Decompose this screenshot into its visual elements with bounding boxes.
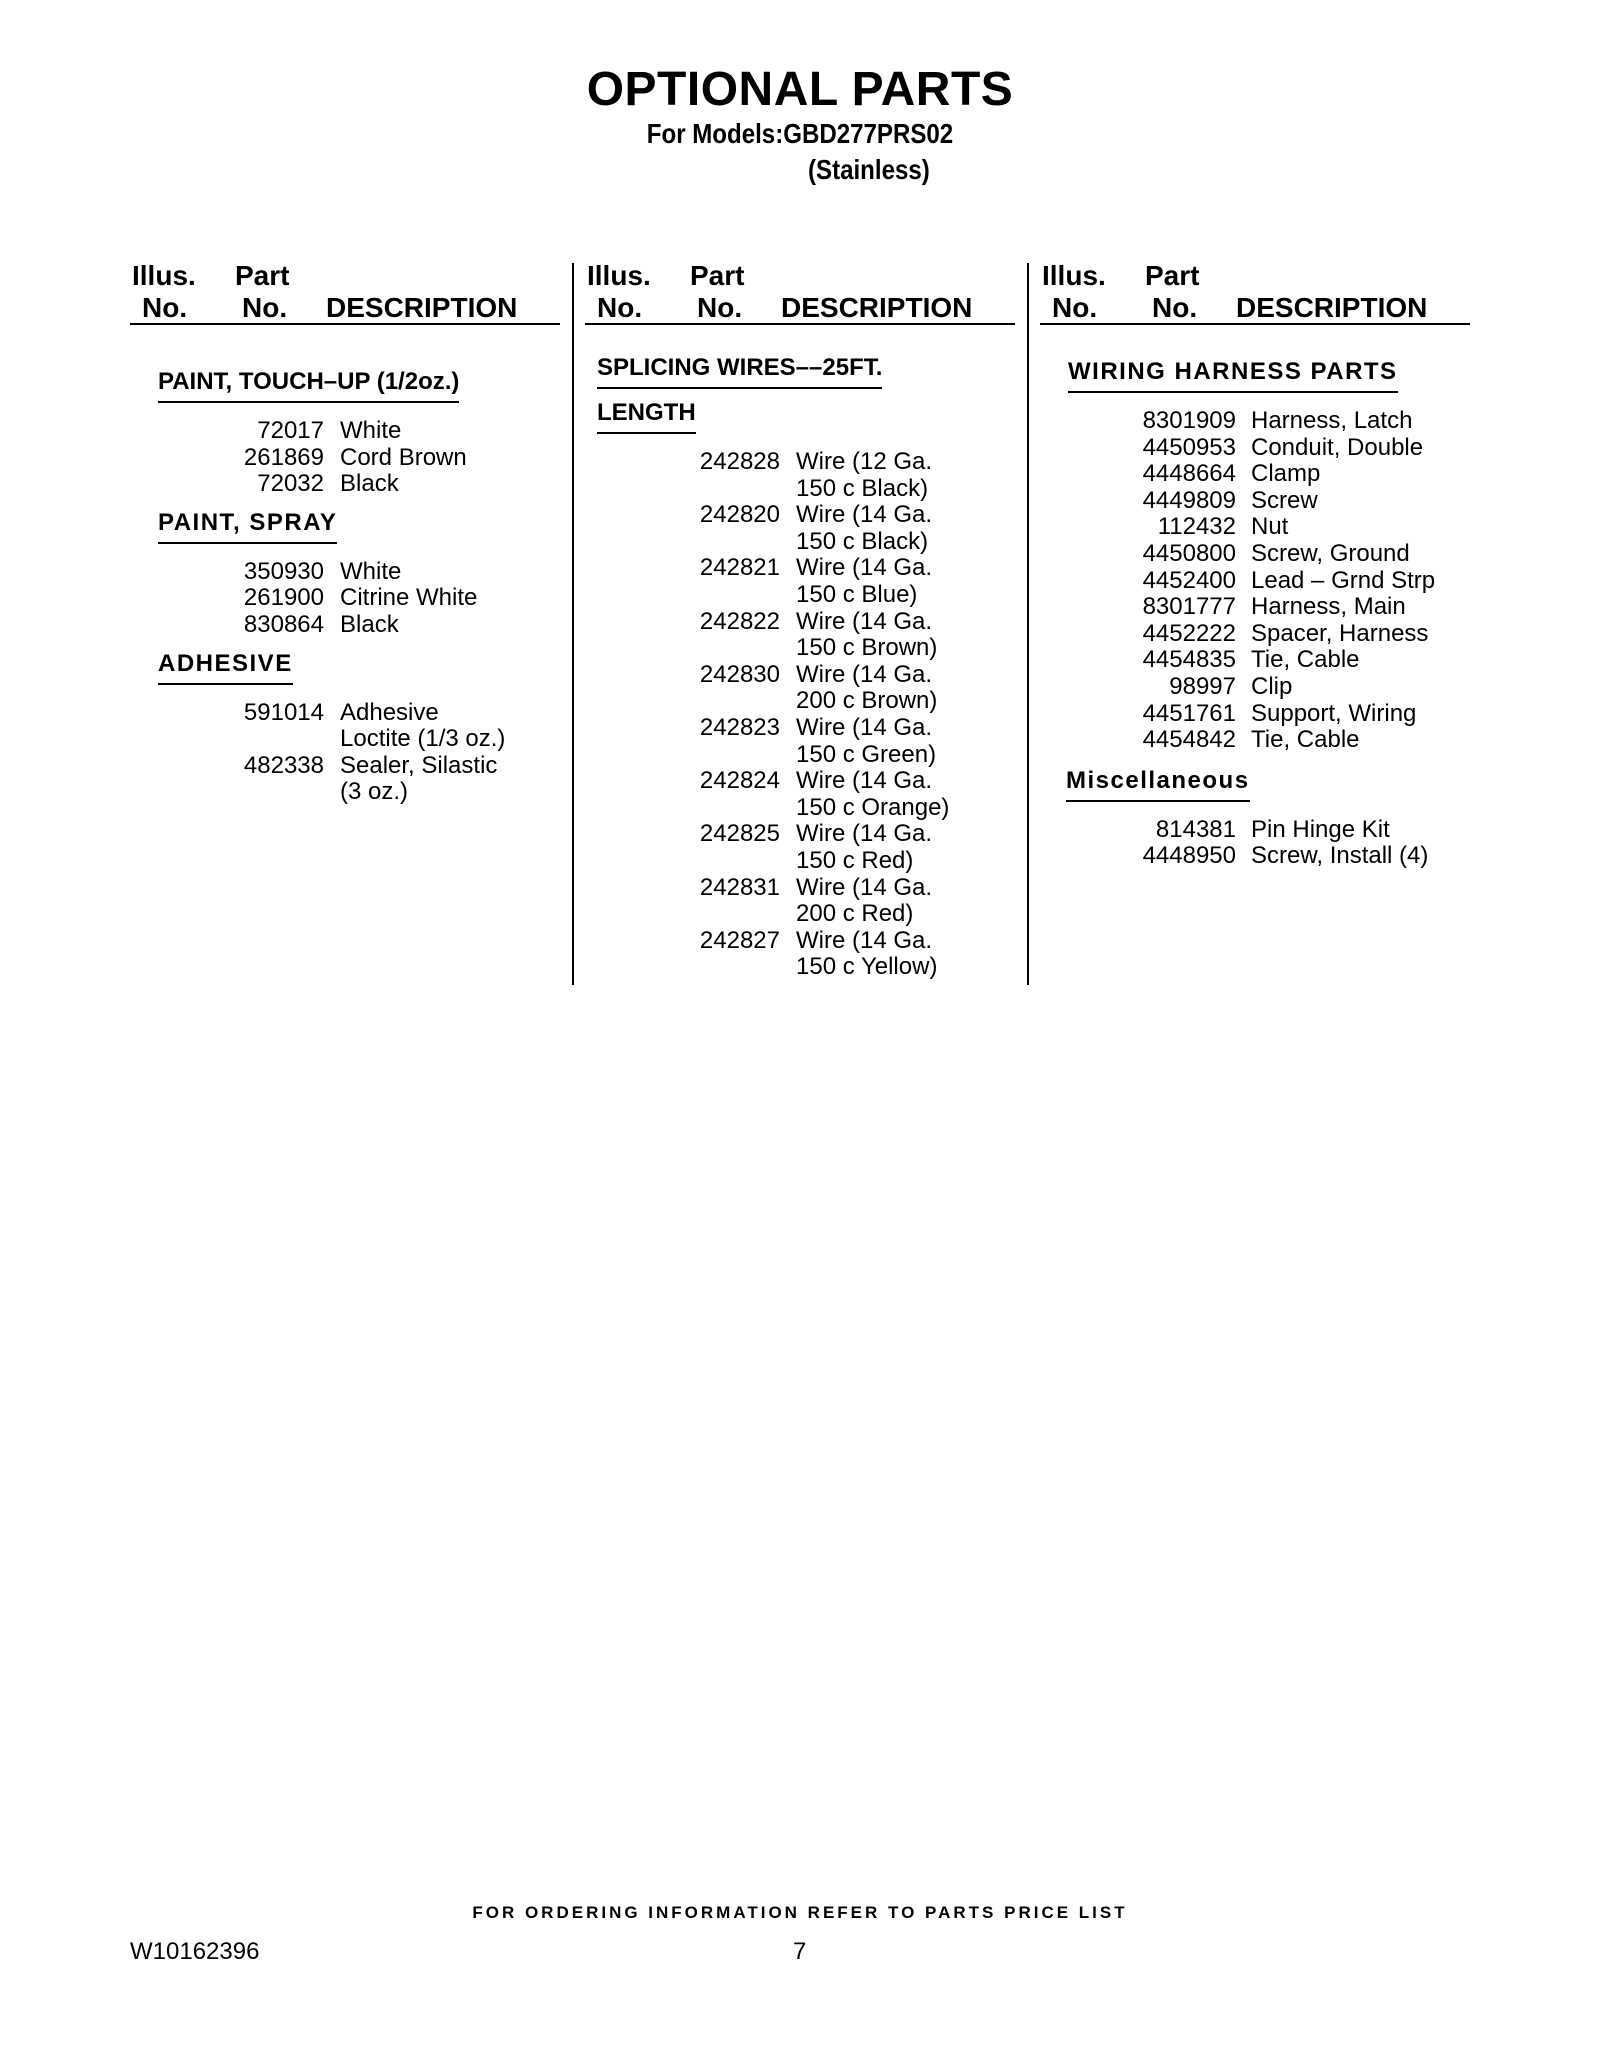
parts-list — [1040, 407, 1480, 753]
column-divider — [1027, 263, 1029, 985]
part-label: Part — [690, 260, 745, 291]
table-row: 242830 Wire (14 Ga. — [699, 660, 933, 688]
description-label: DESCRIPTION — [1236, 292, 1428, 323]
table-row: 4449809 Screw — [1142, 486, 1318, 514]
table-row: 830864 Black — [243, 610, 399, 638]
header-rule — [130, 323, 560, 325]
table-row: Loctite (1/3 oz.) — [340, 725, 506, 753]
part-no-label: No. — [242, 292, 288, 323]
table-row: 150 c Yellow) — [796, 953, 938, 981]
table-row: 8301777 Harness, Main — [1142, 593, 1406, 621]
section-heading: SPLICING WIRES––25FT. — [597, 354, 1025, 389]
table-row: 4454842 Tie, Cable — [1142, 726, 1360, 754]
finish-subtitle: (Stainless) — [808, 154, 930, 185]
parts-list — [130, 699, 570, 805]
description-label: DESCRIPTION — [326, 292, 518, 323]
models-subtitle: For Models:GBD277PRS02 — [646, 118, 954, 149]
parts-column-2 — [585, 258, 1025, 980]
column-header — [130, 258, 570, 324]
document-number: W10162396 — [130, 1938, 260, 1965]
table-row: 261900 Citrine White — [243, 584, 478, 612]
table-row: 242824 Wire (14 Ga. — [699, 767, 933, 795]
parts-list — [130, 417, 570, 497]
section-heading: Miscellaneous — [1066, 767, 1480, 802]
parts-list — [585, 448, 1025, 980]
illus-no-label: No. — [142, 292, 188, 323]
table-row: 150 c Red) — [796, 846, 914, 874]
column-header — [585, 258, 1025, 324]
part-label: Part — [235, 260, 290, 291]
table-row: 242828 Wire (12 Ga. — [699, 448, 933, 475]
table-row: 4448950 Screw, Install (4) — [1142, 842, 1429, 870]
section-heading-continued: LENGTH — [597, 399, 1025, 434]
table-row: (3 oz.) — [340, 778, 409, 806]
table-row: 4450953 Conduit, Double — [1142, 433, 1424, 461]
table-row: 350930 White — [243, 557, 402, 585]
parts-column-1 — [130, 258, 570, 805]
part-no-label: No. — [697, 292, 743, 323]
table-row: 4450800 Screw, Ground — [1142, 539, 1410, 567]
table-row: 72032 Black — [257, 470, 399, 498]
table-row: 72017 White — [257, 417, 402, 444]
table-row: 242820 Wire (14 Ga. — [699, 501, 933, 529]
parts-column-3 — [1040, 258, 1480, 869]
table-row: 482338 Sealer, Silastic — [243, 751, 498, 779]
part-no-label: No. — [1152, 292, 1198, 323]
table-row: 8301909 Harness, Latch — [1142, 407, 1413, 434]
parts-list — [1040, 816, 1480, 869]
table-row: 150 c Green) — [796, 740, 937, 768]
ordering-note: FOR ORDERING INFORMATION REFER TO PARTS PRICE LIST — [472, 1903, 1128, 1922]
column-divider — [572, 263, 574, 985]
table-row: 150 c Black) — [796, 527, 929, 555]
table-row: 98997 Clip — [1169, 672, 1293, 700]
parts-list — [130, 558, 570, 638]
table-row: 112432 Nut — [1157, 513, 1289, 541]
table-row: 4452400 Lead – Grnd Strp — [1142, 566, 1436, 594]
table-row: 150 c Brown) — [796, 634, 938, 662]
table-row: 4451761 Support, Wiring — [1142, 699, 1417, 727]
table-row: 150 c Blue) — [796, 580, 918, 608]
table-row: 150 c Black) — [796, 474, 929, 502]
table-row: 242825 Wire (14 Ga. — [699, 820, 933, 848]
part-label: Part — [1145, 260, 1200, 291]
illus-no-label: No. — [1052, 292, 1098, 323]
description-label: DESCRIPTION — [781, 292, 973, 323]
illus-label: Illus. — [132, 260, 196, 291]
illus-label: Illus. — [1042, 260, 1106, 291]
table-row: 242821 Wire (14 Ga. — [699, 554, 933, 582]
page-number: 7 — [793, 1938, 807, 1965]
section-heading: ADHESIVE — [158, 650, 570, 685]
table-row: 242822 Wire (14 Ga. — [699, 607, 933, 635]
table-row: 4448664 Clamp — [1142, 460, 1321, 488]
column-header — [1040, 258, 1480, 324]
table-row: 814381 Pin Hinge Kit — [1155, 815, 1390, 843]
table-row: 591014 Adhesive — [243, 698, 439, 726]
table-row: 200 c Red) — [796, 900, 914, 928]
table-row: 150 c Orange) — [796, 793, 950, 821]
table-row: 4454835 Tie, Cable — [1142, 646, 1360, 674]
header-rule — [1040, 323, 1470, 325]
table-row: 242831 Wire (14 Ga. — [699, 873, 933, 901]
illus-no-label: No. — [597, 292, 643, 323]
header-rule — [585, 323, 1015, 325]
section-heading: WIRING HARNESS PARTS — [1068, 358, 1480, 393]
page-title: OPTIONAL PARTS — [586, 63, 1014, 116]
table-row: 261869 Cord Brown — [243, 443, 467, 471]
table-row: 4452222 Spacer, Harness — [1142, 619, 1429, 647]
section-heading: PAINT, TOUCH–UP (1/2oz.) — [158, 368, 570, 403]
illus-label: Illus. — [587, 260, 651, 291]
section-heading: PAINT, SPRAY — [158, 509, 570, 544]
table-row: 242823 Wire (14 Ga. — [699, 713, 933, 741]
table-row: 242827 Wire (14 Ga. — [699, 926, 933, 954]
table-row: 200 c Brown) — [796, 687, 938, 715]
